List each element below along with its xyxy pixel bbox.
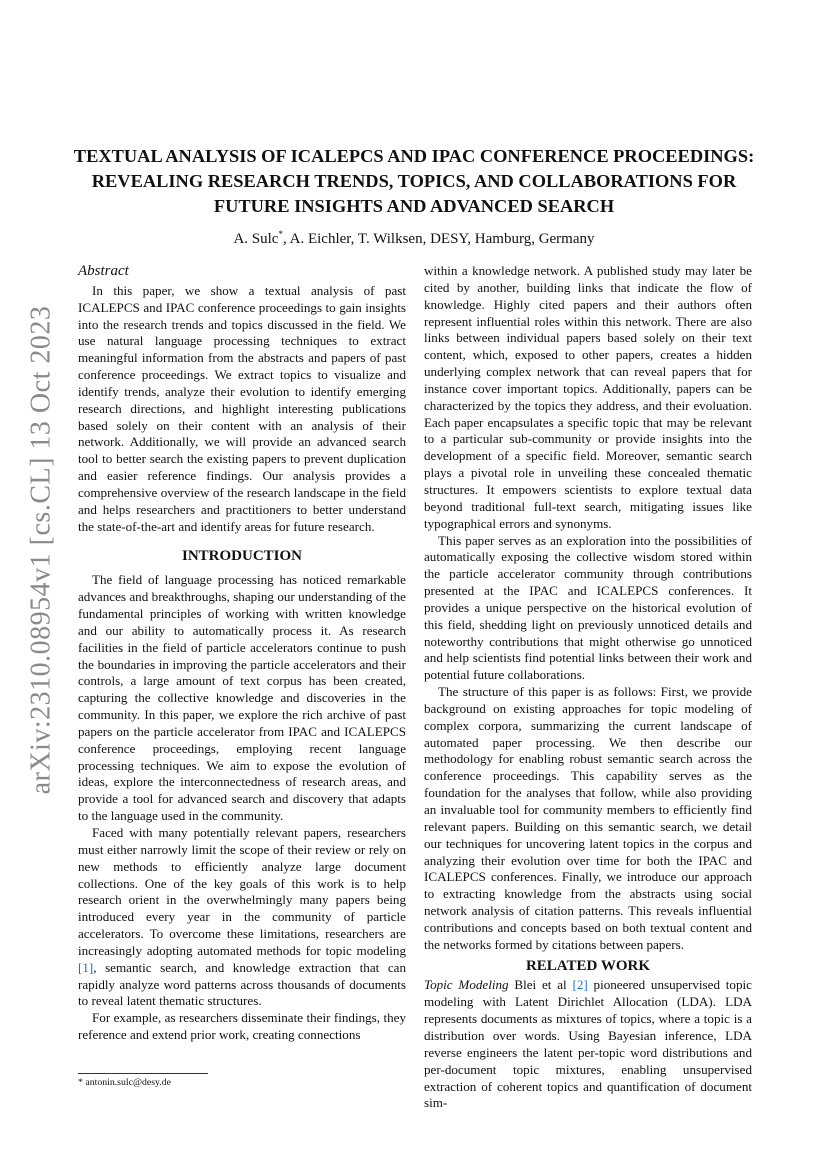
intro-paragraph-2-text-a: Faced with many potentially relevant papers, researchers must either narrowly limit the scope of their review or rely on new methods to efficiently analyze large document collections. One of the key goals of this work is to help research orient in the overwhelmingly many papers being introduced every year in the community of particle accelerators. To overcome these limitations, researchers are increasingly adopting automated methods for topic modeling (78, 825, 406, 958)
related-work-text-a: Blei et al (508, 977, 573, 993)
abstract-heading: Abstract (78, 263, 129, 279)
intro-paragraph-3-start: For example, as researchers disseminate their findings, they reference and extend prior work, creating connections (78, 1010, 406, 1043)
left-column (78, 263, 406, 1044)
paper-title: TEXTUAL ANALYSIS OF ICALEPCS AND IPAC CONFERENCE PROCEEDINGS: REVEALING RESEARCH TRENDS, TOPICS, AND COLLABORATIONS FOR FUTURE INSIGHTS AND ADVANCED SEARCH (73, 146, 755, 216)
related-work-text-b: pioneered unsupervised topic modeling with Latent Dirichlet Allocation (LDA). LDA represents documents as mixtures of topics, where a topic is a distribution over words. Using Bayesian inference, LDA reverse engineers the latent per-topic word distributions and per-document topic mixtures, enabling unsupervised extraction of coherent topics and quantification of document sim- (424, 977, 752, 1111)
intro-paragraph-1: The field of language processing has noticed remarkable advances and breakthroughs, shaping our understanding of the fundamental principles of working with written knowledge and our ability to automatically process it. As research facilities in the field of particle accelerators continue to push the boundaries in improving the particle accelerators and their controls, a large amount of text corpus has been created, capturing the collective knowledge and discoveries in the community. In this paper, we explore the rich archive of past papers on the particle accelerator from IPAC and ICALEPCS conference proceedings, employing recent language processing techniques. We aim to expose the evolution of ideas, explore the interconnectedness of research areas, and provide a tool for advanced search and discovery that adapts to the language used in the community. (78, 572, 406, 824)
topic-modeling-label: Topic Modeling (424, 977, 509, 993)
footnote-divider (78, 1073, 208, 1074)
intro-paragraph-4: This paper serves as an exploration into the possibilities of automatically exposing the collective wisdom stored within the particle accelerator community through contributions presented at the IPAC and ICALEPCS conferences. It provides a unique perspective on the historical evolution of this field, shedding light on previously unnoticed details and noteworthy contributions that might otherwise go unnoticed and help scientists find potential links between their work and potential future collaborations. (424, 532, 752, 683)
footnote-mark: * (278, 229, 283, 239)
citation-link-1[interactable]: [1] (78, 959, 94, 975)
related-work-paragraph (424, 977, 752, 1112)
other-authors: , A. Eichler, T. Wilksen, DESY, Hamburg, Germany (282, 231, 595, 247)
intro-paragraph-2-text-b: , semantic search, and knowledge extraction that can rapidly analyze word patterns across thousands of documents to reveal latent thematic structures. (78, 959, 406, 1009)
intro-paragraph-2 (78, 825, 406, 1010)
author-line (70, 229, 758, 248)
arxiv-identifier-text: arXiv:2310.08954v1 [cs.CL] 13 Oct 2023 (25, 305, 56, 795)
arxiv-identifier-stamp (16, 210, 66, 890)
citation-link-2[interactable]: [2] (572, 977, 588, 993)
intro-paragraph-3-continued: within a knowledge network. A published study may later be cited by another, building links that indicate the flow of knowledge. Highly cited papers and their authors often represent influential roles within this network. There are also links between individual papers based solely on their text content, which, exposed to other papers, creates a hidden underlying complex network that can reveal papers that for instance cover important topics. Additionally, papers can be characterized by the topics they address, and their evoluation. Each paper encapsulates a specific topic that may be relevant to a particular sub-community or provide insights into the development of a specific field. Moreover, semantic search plays a pivotal role in unveiling these concealed thematic structures. It empowers scientists to explore textual data beyond traditional full-text search, mitigating issues like typographical errors and synonyms. (424, 263, 752, 531)
intro-paragraph-5: The structure of this paper is as follows: First, we provide background on existing approaches for topic modeling of complex corpora, summarizing the current landscape of automated paper processing. We then describe our methodology for enabling robust semantic search across the conference proceedings. This capability serves as the foundation for the analyses that follow, while also providing an invaluable tool for community members to efficiently find relevant papers. Building on this semantic search, we detail our techniques for uncovering latent topics in the corpus and analyzing their evolution over time for both the IPAC and ICALEPCS conferences. Finally, we introduce our approach to extracting knowledge from the abstracts using social network analysis of citation patterns. This reveals influential contributions and concepts based on both textual content and the networks formed by citations between papers. (424, 684, 752, 952)
related-work-heading: RELATED WORK (525, 957, 651, 974)
right-column (424, 263, 752, 1112)
introduction-heading: INTRODUCTION (181, 547, 302, 564)
abstract-text: In this paper, we show a textual analysis of past ICALEPCS and IPAC conference proceedings to gain insights into the research trends and topics discussed in the field. We use natural language processing techniques to extract meaningful information from the abstracts and papers of past conference proceedings. We extract topics to visualize and identify trends, analyze their evolution to identify emerging research directions, and highlight interesting publications based solely on their content with an analysis of their network. Additionally, we will provide an advanced search tool to better search the existing papers to prevent duplication and easier reference findings. Our analysis provides a comprehensive overview of the research landscape in the field and helps researchers and practitioners to better understand the state-of-the-art and identify areas for future research. (78, 282, 406, 534)
footnote-email: * antonin.sulc@desy.de (78, 1077, 172, 1088)
first-author: A. Sulc (233, 231, 279, 247)
